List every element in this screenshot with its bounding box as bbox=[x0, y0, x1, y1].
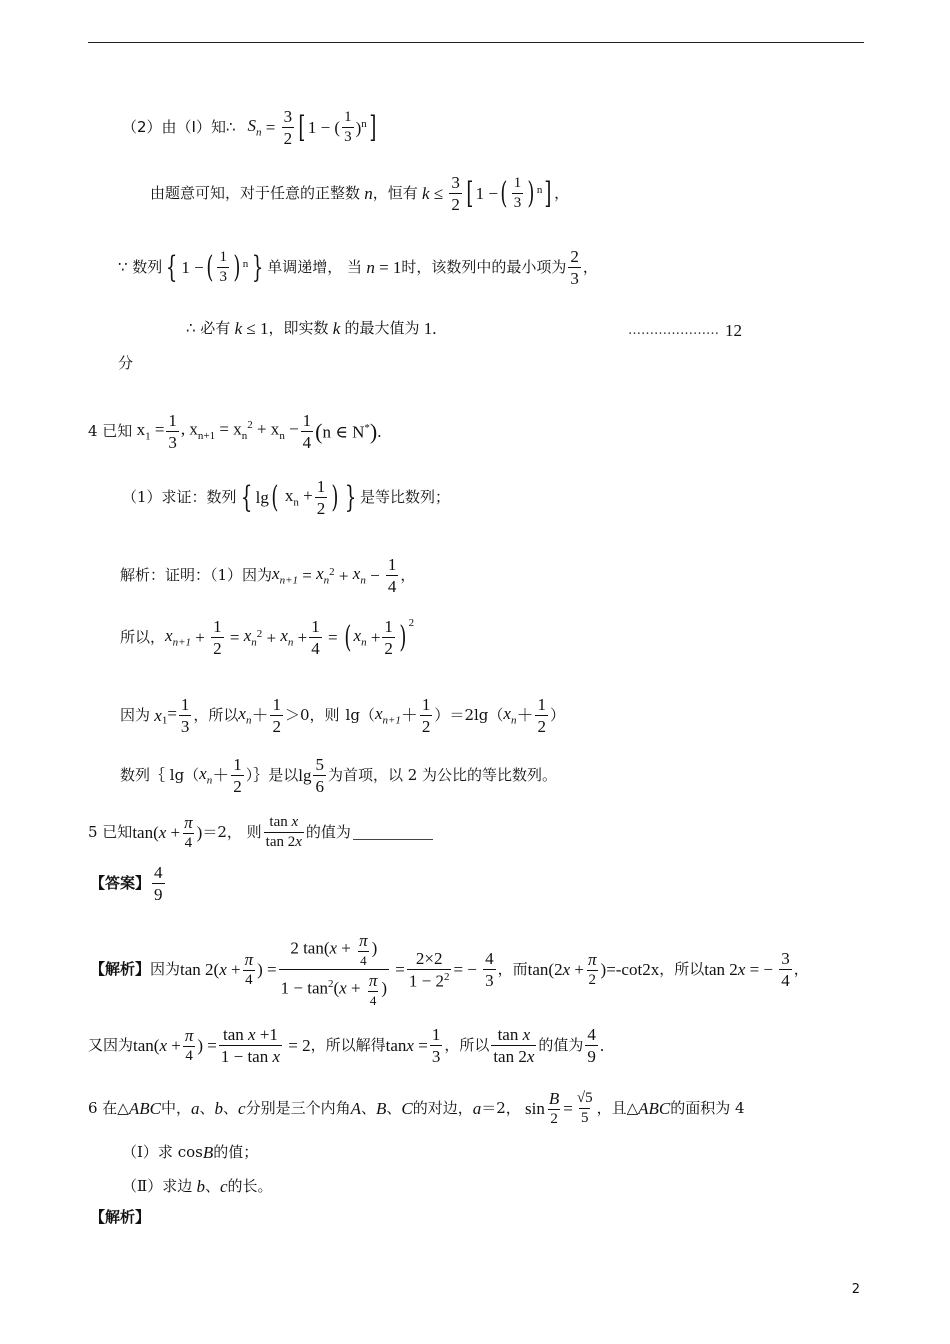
s2-line4-text-b: ，即实数 bbox=[268, 319, 329, 337]
q4-solution-line4: 数列｛ lg（ $x_n$ ＋ $\frac{1}{2}$ ）｝是以 lg $\frac{5}{6}$ 为首项，以 2 为公比的等比数列。 bbox=[120, 755, 558, 796]
q5-title-text: 5 已知 bbox=[88, 823, 133, 841]
q5-suoyi-text: ，所以 bbox=[659, 960, 705, 978]
score-row bbox=[628, 322, 742, 339]
q6-p1b-text: 的值； bbox=[213, 1143, 259, 1161]
q5-zhi-text: 的值为 bbox=[538, 1036, 584, 1054]
s2-line2-text-b: ，恒有 bbox=[372, 184, 418, 202]
q5-solution-line2: 又因为 tan( x + $\frac{\pi}{4}$ ) = $\frac{\text{tan x +1}}{\text{1 − tan x}}$ = 2 ，所以解得 tan x = $\frac{1}{3}$ ，所以 $\frac{\text{tan x}}{\tan 2x}$ 的值为 $\frac{4}{9}$ . bbox=[88, 1025, 605, 1066]
q6-c-2: c bbox=[219, 1177, 228, 1196]
q6-b-1: b bbox=[214, 1099, 223, 1118]
q6-B-2: B bbox=[202, 1143, 214, 1162]
q6-solution-label: 【解析】 bbox=[90, 1208, 151, 1226]
q6-part1 bbox=[122, 1144, 258, 1161]
s2-line1: （2）由（Ⅰ）知∴ $S_n$ = $\frac{3}{2}$ [ 1 − ( $\frac{1}{3}$ )$^n$ ] bbox=[122, 107, 377, 148]
q5-er-text: ，而 bbox=[497, 960, 528, 978]
q4-solution-line3: 因为 x $_1$= $\frac{1}{3}$ ，所以 $x_n$ ＋ $\frac{1}{2}$ ＞0 ，则 lg（ $x_{n+1}$ ＋ $\frac{1}{2}$ ） ＝2lg（ $x_n$ ＋ $\frac{1}{2}$ ） bbox=[120, 695, 565, 736]
q5-ask-text: 的值为 bbox=[305, 823, 351, 841]
q6-t2-text: 中， bbox=[160, 1099, 191, 1117]
q6-a-1: a bbox=[190, 1099, 200, 1118]
q4-ze-text: ，则 bbox=[309, 706, 340, 724]
q4-solution-line2: 所以， $x_{n+1}$ + $\frac{1}{2}$ = $x_n$ $^2$ + $x_n$ + $\frac{1}{4}$ = ( $x_n$ + $\frac{1}{2}$ ) $^2$ bbox=[120, 617, 415, 658]
sn-formula: $S_n$ bbox=[247, 115, 262, 139]
q6-p2b-text: 的长。 bbox=[227, 1177, 273, 1195]
q4-part1-text: （1）求证：数列 bbox=[122, 488, 237, 506]
q5-title: 5 已知 tan( x + $\frac{\pi}{4}$ ) ＝2， 则 $\frac{\text{tan x}}{\tan 2x}$ 的值为 bbox=[88, 814, 433, 851]
q4-rp2-text: ） bbox=[549, 706, 565, 724]
q5-suoyi2-text: ，所以 bbox=[444, 1036, 490, 1054]
q6-abc-1: ABC bbox=[128, 1099, 161, 1118]
s2-line4-value: 1. bbox=[423, 319, 437, 338]
answer-blank bbox=[353, 825, 433, 840]
q6-C: C bbox=[401, 1099, 413, 1118]
q5-eqv-text: ＝2， 则 bbox=[202, 823, 262, 841]
q4-seq-text: 数列｛ lg（ bbox=[120, 766, 200, 784]
q6-t7-text: 的面积为 4 bbox=[670, 1099, 745, 1117]
q6-t4-text: 的对边， bbox=[412, 1099, 473, 1117]
q4-gt0-text: ＞0 bbox=[284, 706, 310, 724]
page-number: 2 bbox=[851, 1282, 860, 1297]
q6-t5-text: ＝2， bbox=[481, 1099, 521, 1117]
score-value: 12 bbox=[725, 321, 742, 340]
s2-line4: ∴ 必有 k ≤ 1 ，即实数 k 的最大值为 1. bbox=[186, 319, 437, 338]
q4-solution-text: 解析：证明：（1）因为 bbox=[120, 566, 273, 584]
score-dots: ………………… bbox=[628, 323, 719, 338]
q5-jx1-text: 因为 bbox=[150, 960, 181, 978]
q6-title: 6 在△ ABC 中， a 、 b 、 c 分别是三个内角 A 、 B 、 C 的对边， a ＝2， sin $\frac{B}{2}$ = $\frac{√5}{5}$ ，且△ ABC 的面积为 4 bbox=[88, 1089, 745, 1127]
q4-part1: （1）求证：数列 { lg ( $x_n$ + $\frac{1}{2}$ ) } 是等比数列； bbox=[122, 477, 451, 518]
q6-abc-2: ABC bbox=[638, 1099, 671, 1118]
q5-solution-line1: 【解析】 因为 tan 2( x + $\frac{\pi}{4}$ ) = 2 tan(x + $\frac{\pi}{4}$ ) $1 - \tan^2(x$ + $\frac{\pi}{4}$ ) = $\frac{2\times 2}{1 - 2^2}$ = − $\frac{4}{3}$ ，而 tan(2 x + $\frac{\pi}{2}$ ) =-cot2x ，所以 tan 2 x = − $\frac{3}{4}$ ， bbox=[90, 931, 809, 1008]
q4-title-text: 4 已知 bbox=[88, 422, 133, 440]
s2-line3: ∵ 数列 { 1 − ( $\frac{1}{3}$ ) $^n$ } 单调递增， 当 n = 1 时，该数列中的最小项为 $\frac{2}{3}$ ， bbox=[118, 247, 598, 288]
s2-line1-text: （2）由（Ⅰ）知∴ bbox=[122, 118, 236, 136]
q6-part2: （Ⅱ）求边 b 、 c 的长。 bbox=[122, 1177, 273, 1196]
q4-title: 4 已知 $x_1$ = $\frac{1}{3}$ , $x_{n+1} = x_n^2 + x_n$ − $\frac{1}{4}$ ( n ∈ N* ) . bbox=[88, 411, 382, 452]
q5-you-text: 又因为 bbox=[88, 1036, 134, 1054]
q4-rp-text: ） bbox=[434, 706, 450, 724]
q4-suoyi-text: ，所以 bbox=[193, 706, 239, 724]
q6-t6-text: ，且△ bbox=[596, 1099, 639, 1117]
s2-line2-text-a: 由题意可知，对于任意的正整数 bbox=[150, 184, 361, 202]
q4-seq3-text: 为首项，以 2 为公比的等比数列。 bbox=[327, 766, 558, 784]
s2-line3-text-a: ∵ 数列 bbox=[118, 258, 163, 276]
q6-b-2: b bbox=[196, 1177, 205, 1196]
q5-cot-text: =-cot2x bbox=[606, 960, 660, 979]
q6-c-1: c bbox=[238, 1099, 246, 1118]
q6-title-text: 6 在△ bbox=[88, 1099, 129, 1117]
s2-line3-text-c: 时，该数列中的最小项为 bbox=[401, 258, 567, 276]
q4-lg-text: lg（ bbox=[345, 706, 375, 724]
q4-because-text: 因为 bbox=[120, 706, 151, 724]
q5-answer-label: 【答案】 bbox=[90, 874, 151, 892]
q6-t3-text: 分别是三个内角 bbox=[245, 1099, 351, 1117]
q4-eq2lg-text: ＝2lg（ bbox=[449, 706, 504, 724]
q6-A: A bbox=[350, 1099, 361, 1118]
score-unit: 分 bbox=[118, 354, 134, 372]
q5-jiede-text: ，所以解得 bbox=[310, 1036, 386, 1054]
q6-a-2: a bbox=[472, 1099, 482, 1118]
s2-line2: 由题意可知，对于任意的正整数 n ，恒有 k ≤ $\frac{3}{2}$ [ 1 − ( $\frac{1}{3}$ ) $^n$ ] ， bbox=[150, 173, 570, 214]
s2-line4-text-c: 的最大值为 bbox=[344, 319, 420, 337]
q4-seq2-text: ）｝是以 bbox=[245, 766, 299, 784]
header-rule bbox=[88, 42, 864, 43]
q5-solution-label: 【解析】 bbox=[90, 960, 151, 978]
q5-answer: 【答案】 $\frac{4}{9}$ bbox=[90, 863, 163, 904]
q4-so-text: 所以， bbox=[120, 628, 166, 646]
q4-part1-text-b: 是等比数列； bbox=[360, 488, 451, 506]
s2-line3-text-b: 单调递增， 当 bbox=[267, 258, 363, 276]
s2-line4-text-a: ∴ 必有 bbox=[186, 319, 231, 337]
q6-p2a-text: （Ⅱ）求边 bbox=[122, 1177, 193, 1195]
q6-B-1: B bbox=[375, 1099, 387, 1118]
q4-solution-line1: 解析：证明：（1）因为 $x_{n+1}$ = $x_n$ $^2$ + $x_n$ − $\frac{1}{4}$ ， bbox=[120, 555, 416, 596]
q6-p1a-text: （Ⅰ）求 cos bbox=[122, 1143, 203, 1161]
